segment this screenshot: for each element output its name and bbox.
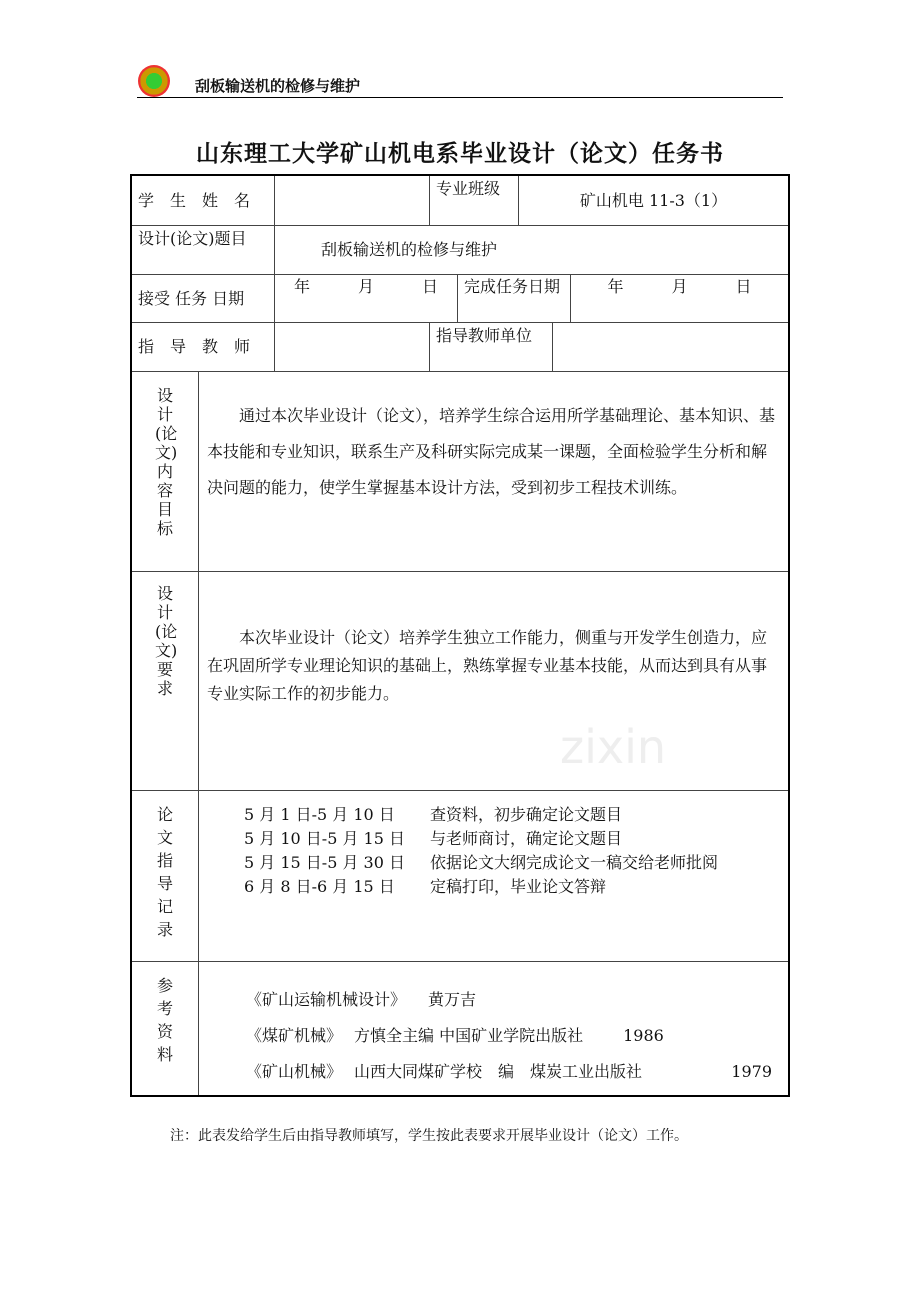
- guidance-task: 定稿打印，毕业论文答辩: [430, 877, 607, 896]
- topic-value[interactable]: 刮板输送机的检修与维护: [275, 226, 788, 275]
- guidance-date: 5 月 10 日-5 月 15 日: [244, 829, 406, 848]
- goal-cell: [199, 372, 788, 572]
- finish-date-label: 完成任务日期: [458, 275, 571, 323]
- task-table: [130, 174, 790, 1097]
- guidance-task: 与老师商讨，确定论文题目: [430, 829, 623, 848]
- guidance-date: 6 月 8 日-6 月 15 日: [244, 877, 395, 896]
- advisor-value[interactable]: [275, 323, 430, 372]
- accept-date-label: 接受 任务 日期: [132, 275, 275, 323]
- student-name-label: 学 生 姓 名: [132, 176, 275, 226]
- reference-info: 黄万吉: [428, 990, 477, 1009]
- major-class-value[interactable]: 矿山机电 11-3（1）: [519, 176, 788, 226]
- goal-label-cell: [132, 372, 199, 572]
- accept-date-value[interactable]: 年 月 日: [275, 275, 458, 323]
- advisor-unit-value[interactable]: [553, 323, 788, 372]
- reference-title: 《矿山运输机械设计》: [246, 990, 407, 1009]
- running-header: 刮板输送机的检修与维护: [195, 77, 361, 95]
- advisor-unit-label: 指导教师单位: [430, 323, 553, 372]
- references-label-cell: [132, 962, 199, 1095]
- goal-label: 设计(论文)内容目标: [155, 386, 178, 538]
- reference-item: [246, 982, 772, 1018]
- guidance-item: [244, 875, 788, 899]
- requirement-label-cell: [132, 572, 199, 791]
- reference-title: 《煤矿机械》: [246, 1026, 343, 1045]
- reference-info: 山西大同煤矿学校 编 煤炭工业出版社: [354, 1062, 643, 1081]
- header-rule: [137, 97, 783, 98]
- requirement-label: 设计(论文)要求: [155, 584, 178, 698]
- guidance-item: [244, 803, 788, 827]
- reference-year: 1979: [731, 1062, 772, 1081]
- goal-text: 通过本次毕业设计（论文），培养学生综合运用所学基础理论、基本知识、基本技能和专业知识，联系生产及科研实际完成某一课题，全面检验学生分析和解决问题的能力，使学生掌握基本设计方法，受到初步工程技术训练。: [207, 406, 776, 497]
- reference-item: [246, 1054, 772, 1090]
- major-class-label: 专业班级: [430, 176, 519, 226]
- guidance-task: 查资料，初步确定论文题目: [430, 805, 623, 824]
- university-logo: [138, 65, 170, 97]
- footnote: 注：此表发给学生后由指导教师填写，学生按此表要求开展毕业设计（论文）工作。: [170, 1128, 688, 1144]
- reference-title: 《矿山机械》: [246, 1062, 343, 1081]
- references-label: 参考资料: [156, 976, 173, 1064]
- advisor-label: 指 导 教 师: [132, 323, 275, 372]
- topic-label: 设计(论文)题目: [132, 226, 275, 275]
- finish-date-value[interactable]: 年 月 日: [571, 275, 788, 323]
- reference-info: 方慎全主编 中国矿业学院出版社: [354, 1026, 584, 1045]
- guidance-item: [244, 827, 788, 851]
- guidance-task: 依据论文大纲完成论文一稿交给老师批阅: [430, 853, 719, 872]
- reference-item: [246, 1018, 772, 1054]
- reference-year: 1986: [623, 1026, 664, 1045]
- watermark: zixin: [560, 720, 667, 774]
- guidance-label: 论文指导记录: [156, 805, 173, 939]
- guidance-date: 5 月 1 日-5 月 10 日: [244, 805, 395, 824]
- guidance-item: [244, 851, 788, 875]
- student-name-value[interactable]: [275, 176, 430, 226]
- guidance-date: 5 月 15 日-5 月 30 日: [244, 853, 406, 872]
- requirement-cell: [199, 572, 788, 791]
- document-title: 山东理工大学矿山机电系毕业设计（论文）任务书: [196, 141, 724, 167]
- references-cell: [199, 962, 788, 1095]
- guidance-cell: [199, 791, 788, 962]
- requirement-text: 本次毕业设计（论文）培养学生独立工作能力，侧重与开发学生创造力，应在巩固所学专业理论知识的基础上，熟练掌握专业基本技能，从而达到具有从事专业实际工作的初步能力。: [207, 628, 768, 703]
- guidance-label-cell: [132, 791, 199, 962]
